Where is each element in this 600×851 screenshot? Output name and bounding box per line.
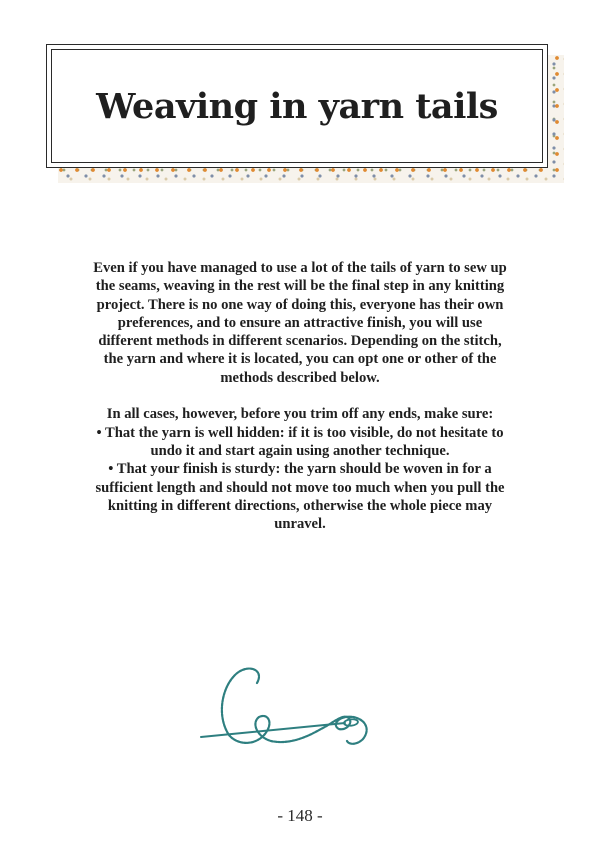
intro-paragraph: Even if you have managed to use a lot of the tails of yarn to sew up the seams, weaving in the rest will be the final step in any knitting project. There is no one way of doing this, everyone has their own preferences, and to ensure an attractive finish, you will use different methods in different scenarios. Depending on the stitch, the yarn and where it is located, you can opt one or other of the methods described below. bbox=[93, 260, 507, 386]
needle-and-yarn-icon bbox=[195, 655, 395, 755]
checklist-item-sturdy: • That your finish is sturdy: the yarn should be woven in for a sufficient length and should not move too much when you pull the knitting in different directions, otherwise the whole piece may unravel. bbox=[95, 461, 505, 533]
body-text bbox=[90, 259, 510, 533]
checklist-item-hidden: • That the yarn is well hidden: if it is too visible, do not hesitate to undo it and start again using another technique. bbox=[96, 424, 504, 459]
page-title: Weaving in yarn tails bbox=[96, 85, 498, 127]
page-number: - 148 - bbox=[277, 806, 323, 825]
title-box bbox=[46, 44, 548, 168]
paragraph-spacer bbox=[90, 387, 510, 405]
checklist-intro: In all cases, however, before you trim off any ends, make sure: bbox=[106, 406, 494, 423]
